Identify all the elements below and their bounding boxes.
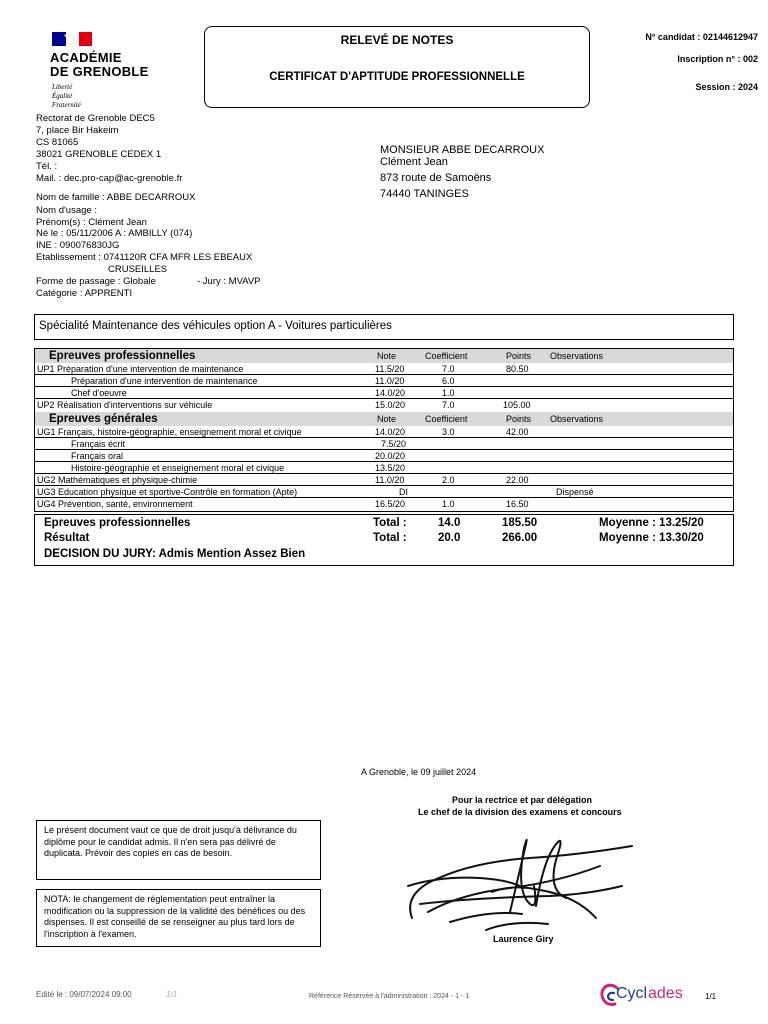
row-points: 16.50 xyxy=(506,499,529,509)
recipient-city: 74440 TANINGES xyxy=(380,188,469,200)
row-points: 22.00 xyxy=(506,475,529,485)
first-names: Prénom(s) : Clément Jean xyxy=(36,217,147,228)
row-note: 14.0/20 xyxy=(375,388,406,398)
logo-motto-liberte: Liberté xyxy=(52,83,73,91)
totals-professional-total-label: Total : xyxy=(373,517,407,529)
table-row xyxy=(35,450,733,462)
row-label: Français écrit xyxy=(71,439,126,449)
row-points: 42.00 xyxy=(506,427,529,437)
specialty-box xyxy=(34,314,734,340)
validity-notice: Le présent document vaut ce que de droit jusqu'à délivrance du diplôme pour le candidat admis. Il n'en sera pas délivré de duplicata. Prévoir des copies en cas de besoin. xyxy=(36,820,321,880)
marianne-flag-icon xyxy=(52,32,92,46)
logo-line-grenoble: DE GRENOBLE xyxy=(50,64,149,79)
table-row xyxy=(35,438,733,450)
sender-line: 38021 GRENOBLE CEDEX 1 xyxy=(36,149,162,160)
jury-code: - Jury : MVAVP xyxy=(197,276,261,287)
usage-name: Nom d'usage : xyxy=(36,205,97,216)
recipient-name: MONSIEUR ABBE DECARROUX xyxy=(380,144,545,156)
row-label: UP1 Préparation d'une intervention de maintenance xyxy=(37,364,244,374)
row-label: Préparation d'une intervention de maintenance xyxy=(71,376,258,386)
signatory-name: Laurence Giry xyxy=(493,934,554,944)
cyclades-logo xyxy=(600,981,692,1011)
page-number: 1/1 xyxy=(705,992,717,1001)
column-header-note: Note xyxy=(377,351,397,361)
row-note: 11.0/20 xyxy=(375,475,405,485)
row-note: 7.5/20 xyxy=(381,439,407,449)
column-header-coefficient: Coefficient xyxy=(425,414,468,424)
family-name: Nom de famille : ABBE DECARROUX xyxy=(36,192,196,203)
totals-professional-label: Epreuves professionnelles xyxy=(44,517,191,529)
table-row xyxy=(35,387,733,399)
row-coefficient: 7.0 xyxy=(442,364,455,374)
regulation-notice: NOTA: le changement de réglementation peut entraîner la modification ou la suppression de la validité des bénéfices ou des dispenses. Il est conseillé de se renseigner au plus tard lors de l'inscription à l'examen. xyxy=(36,889,321,947)
handwritten-signature xyxy=(400,826,640,938)
section-header-professional xyxy=(35,349,733,363)
row-note: DI xyxy=(399,487,408,497)
table-row xyxy=(35,486,733,498)
column-header-coefficient: Coefficient xyxy=(425,351,468,361)
row-label: UP2 Réalisation d'interventions sur véhicule xyxy=(37,400,213,410)
row-note: 11.5/20 xyxy=(375,364,405,374)
row-coefficient: 1.0 xyxy=(442,388,455,398)
logo-line-academie: ACADÉMIE xyxy=(50,50,122,65)
totals-result-label: Résultat xyxy=(44,532,90,544)
row-note: 14.0/20 xyxy=(375,427,406,437)
table-row xyxy=(35,498,733,510)
row-coefficient: 6.0 xyxy=(442,376,455,386)
totals-box xyxy=(34,514,734,566)
sender-phone: Tél. : xyxy=(36,161,58,172)
row-label: Histoire-géographie et enseignement moral et civique xyxy=(71,463,285,473)
inscription-number: Inscription n° : 002 xyxy=(677,54,758,64)
row-coefficient: 3.0 xyxy=(442,427,455,437)
establishment-continued: CRUSEILLES xyxy=(108,264,168,275)
logo-motto-fraternite: Fraternité xyxy=(52,101,81,109)
table-row xyxy=(35,375,733,387)
row-label: UG3 Education physique et sportive-Contrôle en formation (Apte) xyxy=(37,487,298,497)
column-header-points: Points xyxy=(506,351,532,361)
row-note: 20.0/20 xyxy=(375,451,406,461)
totals-result-coefficient: 20.0 xyxy=(438,532,461,544)
totals-professional-coefficient: 14.0 xyxy=(438,517,461,529)
section-title: Epreuves générales xyxy=(49,413,158,425)
row-coefficient: 7.0 xyxy=(442,400,455,410)
totals-result-average: Moyenne : 13.30/20 xyxy=(599,532,704,544)
session-year: Session : 2024 xyxy=(695,82,758,92)
totals-result-total-label: Total : xyxy=(373,532,407,544)
cyclades-brand-part-a: Cycl xyxy=(616,985,648,1002)
column-header-observations: Observations xyxy=(550,351,604,361)
row-points: 105.00 xyxy=(503,400,531,410)
row-label: UG1 Français, histoire-géographie, enseignement moral et civique xyxy=(37,427,302,437)
logo-motto-egalite: Égalité xyxy=(52,92,73,100)
admin-reference: Référence Réservée à l'administration : 2024 - 1 - 1 xyxy=(309,993,470,1000)
totals-result-points: 266.00 xyxy=(502,532,538,544)
specialty-title: Spécialité Maintenance des véhicules option A - Voitures particulières xyxy=(39,320,392,332)
sender-line: Rectorat de Grenoble DEC5 xyxy=(36,113,155,124)
column-header-observations: Observations xyxy=(550,414,604,424)
document-subtitle: CERTIFICAT D'APTITUDE PROFESSIONNELLE xyxy=(269,71,525,83)
totals-professional-points: 185.50 xyxy=(502,517,538,529)
row-note: 15.0/20 xyxy=(375,400,406,410)
row-note: 16.5/20 xyxy=(375,499,406,509)
delegation-line-1: Pour la rectrice et par délégation xyxy=(452,795,593,805)
candidate-number: N° candidat : 02144612947 xyxy=(645,32,758,42)
document-title-box xyxy=(204,26,590,108)
ine-number: INE : 090076830JG xyxy=(36,240,120,251)
document-title: RELEVÉ DE NOTES xyxy=(340,33,454,47)
academie-logo xyxy=(50,30,170,110)
row-note: 13.5/20 xyxy=(375,463,406,473)
row-label: Chef d'oeuvre xyxy=(71,388,127,398)
edited-date: Edité le : 09/07/2024 09:00 xyxy=(36,990,132,999)
row-label: UG2 Mathématiques et physique-chimie xyxy=(37,475,198,485)
recipient-street: 873 route de Samoëns xyxy=(380,172,492,184)
totals-professional-average: Moyenne : 13.25/20 xyxy=(599,517,704,529)
row-label: Français oral xyxy=(71,451,124,461)
sender-line: CS 81065 xyxy=(36,137,79,148)
establishment: Etablissement : 0741120R CFA MFR LES EBEAUX xyxy=(36,252,253,263)
page-ghost-indicator: 1/1 xyxy=(166,990,178,999)
recipient-first-names: Clément Jean xyxy=(380,156,448,168)
jury-decision: DECISION DU JURY: Admis Mention Assez Bien xyxy=(44,548,306,560)
grades-table xyxy=(34,348,734,512)
row-note: 11.0/20 xyxy=(375,376,405,386)
sender-line: 7, place Bir Hakeim xyxy=(36,125,119,136)
place-date: A Grenoble, le 09 juillet 2024 xyxy=(361,767,477,777)
column-header-points: Points xyxy=(506,414,532,424)
table-row xyxy=(35,399,733,411)
row-points: 80.50 xyxy=(506,364,529,374)
column-header-note: Note xyxy=(377,414,397,424)
section-header-general xyxy=(35,412,733,426)
row-label: UG4 Prévention, santé, environnement xyxy=(37,499,193,509)
row-coefficient: 2.0 xyxy=(442,475,455,485)
delegation-line-2: Le chef de la division des examens et concours xyxy=(418,807,622,817)
sender-mail: Mail. : dec.pro-cap@ac-grenoble.fr xyxy=(36,173,183,184)
section-title: Epreuves professionnelles xyxy=(49,350,196,362)
table-row xyxy=(35,363,733,375)
candidate-category: Catégorie : APPRENTI xyxy=(36,288,133,299)
row-coefficient: 1.0 xyxy=(442,499,455,509)
row-observation: Dispensé xyxy=(556,487,594,497)
cyclades-brand-part-b: ades xyxy=(648,985,683,1002)
table-row xyxy=(35,426,733,438)
table-row xyxy=(35,462,733,474)
birth-info: Né le : 05/11/2006 A : AMBILLY (074) xyxy=(36,228,193,239)
table-row xyxy=(35,474,733,486)
passage-form: Forme de passage : Globale xyxy=(36,276,156,287)
